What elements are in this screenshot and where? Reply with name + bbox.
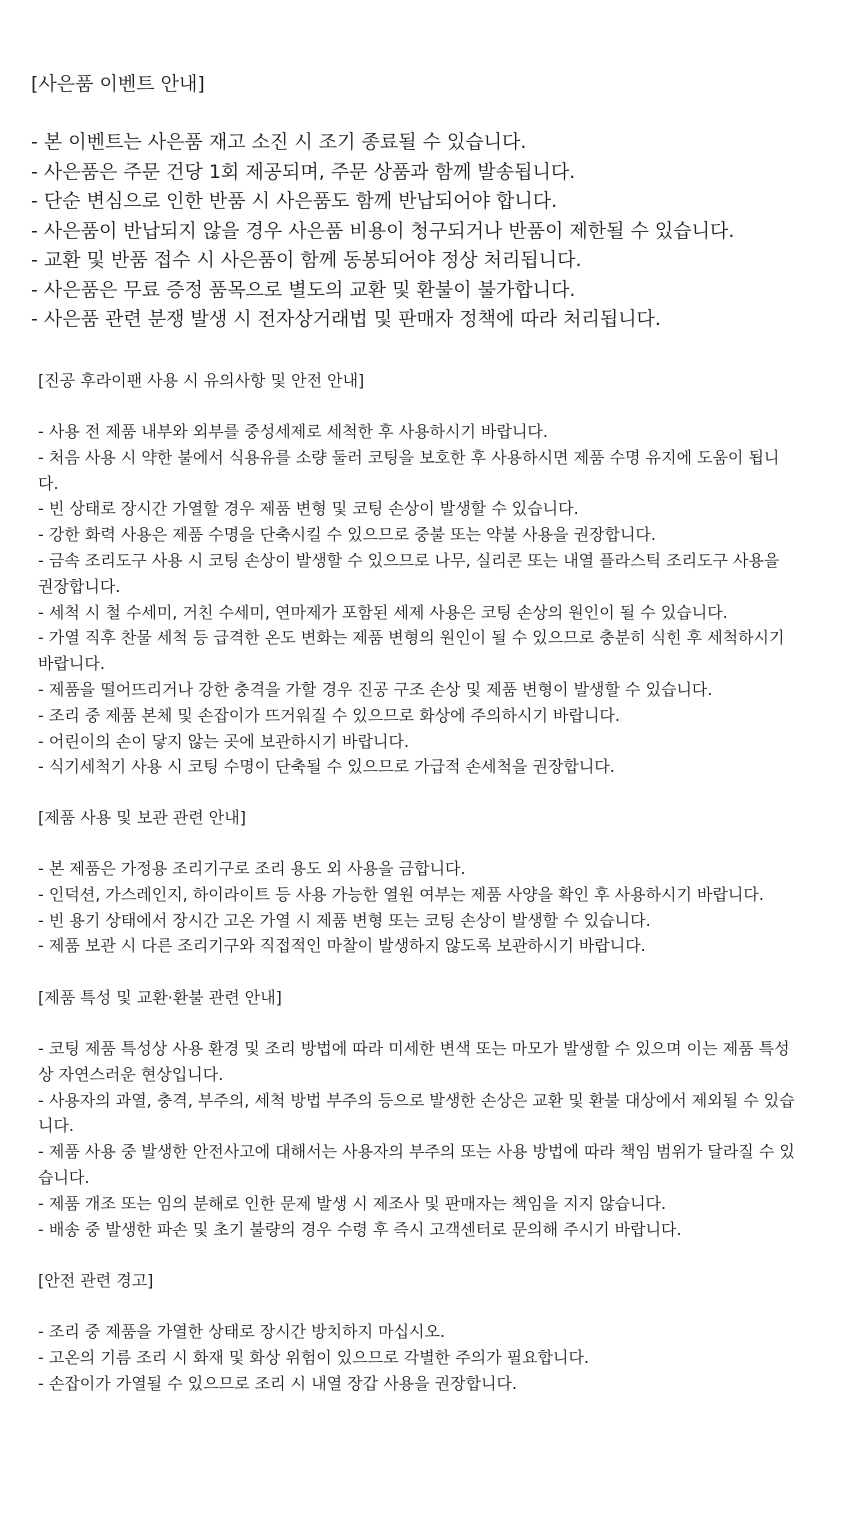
cookware-notice-item	[38, 600, 814, 626]
cookware-notice-item	[38, 625, 814, 677]
notice-line: - 제품 사용 중 발생한 안전사고에 대해서는 사용자의 부주의 또는 사용 방법에 따라 책임 범위가 달라질 수 있	[38, 1142, 795, 1162]
safety-warning-title: [안전 관련 경고]	[38, 1271, 154, 1290]
notice-line: - 빈 상태로 장시간 가열할 경우 제품 변형 및 코팅 손상이 발생할 수 있습니다.	[38, 499, 579, 519]
notice-line: - 세척 시 철 수세미, 거친 수세미, 연마제가 포함된 세제 사용은 코팅 손상의 원인이 될 수 있습니다.	[38, 602, 728, 622]
safety-warning-list	[38, 1319, 814, 1396]
storage-guide-title: [제품 사용 및 보관 관련 안내]	[38, 808, 246, 827]
gift-event-title: [사은품 이벤트 안내]	[31, 73, 205, 95]
cookware-caution-list	[38, 419, 814, 780]
notice-line: - 조리 중 제품을 가열한 상태로 장시간 방치하지 마십시오.	[38, 1322, 446, 1341]
cookware-notice-item	[38, 754, 814, 780]
storage-guide-list	[38, 856, 814, 959]
notice-line: - 제품 보관 시 다른 조리기구와 직접적인 마찰이 발생하지 않도록 보관하시기 바랍니다.	[38, 936, 646, 956]
notice-line: - 사용자의 과열, 충격, 부주의, 세척 방법 부주의 등으로 발생한 손상은 교환 및 환불 대상에서 제외될 수 있습	[38, 1090, 795, 1110]
notice-line: - 강한 화력 사용은 제품 수명을 단축시킬 수 있으므로 중불 또는 약불 사용을 권장합니다.	[38, 525, 656, 545]
gift-event-item: - 사은품 관련 분쟁 발생 시 전자상거래법 및 판매자 정책에 따라 처리됩니다.	[31, 308, 661, 330]
gift-event-item: - 사은품은 주문 건당 1회 제공되며, 주문 상품과 함께 발송됩니다.	[31, 160, 576, 183]
notice-line: 습니다.	[38, 1167, 90, 1187]
coating-notice-item	[38, 1088, 814, 1140]
cookware-notice-item	[38, 703, 814, 729]
notice-line: - 조리 중 제품 본체 및 손잡이가 뜨거워질 수 있으므로 화상에 주의하시기 바랍니다.	[38, 705, 620, 725]
exchange-refund-section	[38, 985, 814, 1242]
notice-line: - 가열 직후 찬물 세척 등 급격한 온도 변화는 제품 변형의 원인이 될 수 있으므로 충분히 식힌 후 세척하시기	[38, 628, 785, 648]
notice-line: 니다.	[38, 1116, 74, 1136]
notice-line: - 제품을 떨어뜨리거나 강한 충격을 가할 경우 진공 구조 손상 및 제품 변형이 발생할 수 있습니다.	[38, 679, 713, 699]
gift-event-item: - 단순 변심으로 인한 반품 시 사은품도 함께 반납되어야 합니다.	[31, 190, 558, 212]
gift-event-item: - 사은품이 반납되지 않을 경우 사은품 비용이 청구되거나 반품이 제한될 수 있습니다.	[31, 219, 735, 242]
cookware-notice-item	[38, 729, 814, 755]
gift-event-item: - 사은품은 무료 증정 품목으로 별도의 교환 및 환불이 불가합니다.	[31, 278, 576, 301]
warning-notice-item	[38, 1345, 814, 1371]
notice-line: - 배송 중 발생한 파손 및 초기 불량의 경우 수령 후 즉시 고객센터로 문의해 주시기 바랍니다.	[38, 1219, 682, 1239]
safety-warning-section	[38, 1268, 814, 1396]
cookware-caution-title: [진공 후라이팬 사용 시 유의사항 및 안전 안내]	[38, 371, 365, 390]
notice-line: - 어린이의 손이 닿지 않는 곳에 보관하시기 바랍니다.	[38, 731, 410, 751]
notice-line: - 빈 용기 상태에서 장시간 고온 가열 시 제품 변형 또는 코팅 손상이 발생할 수 있습니다.	[38, 910, 651, 930]
storage-notice-item	[38, 882, 814, 908]
storage-notice-item	[38, 908, 814, 934]
notice-line: - 처음 사용 시 약한 불에서 식용유를 소량 둘러 코팅을 보호한 후 사용하시면 제품 수명 유지에 도움이 됩니	[38, 447, 780, 467]
notice-line: - 식기세척기 사용 시 코팅 수명이 단축될 수 있으므로 가급적 손세척을 권장합니다.	[38, 757, 615, 777]
notice-line: 권장합니다.	[38, 576, 121, 596]
coating-notice-item	[38, 1217, 814, 1243]
notice-line: - 본 제품은 가정용 조리기구로 조리 용도 외 사용을 금합니다.	[38, 859, 466, 878]
cookware-notice-item	[38, 548, 814, 600]
cookware-notice-item	[38, 419, 814, 445]
exchange-refund-list	[38, 1036, 814, 1242]
notice-line: - 코팅 제품 특성상 사용 환경 및 조리 방법에 따라 미세한 변색 또는 마모가 발생할 수 있으며 이는 제품 특성	[38, 1039, 790, 1058]
gift-event-section	[31, 70, 831, 335]
notice-line: - 사용 전 제품 내부와 외부를 중성세제로 세척한 후 사용하시기 바랍니다.	[38, 422, 548, 441]
coating-notice-item	[38, 1036, 814, 1088]
notice-line: - 고온의 기름 조리 시 화재 및 화상 위험이 있으므로 각별한 주의가 필요합니다.	[38, 1347, 590, 1367]
cookware-notice-item	[38, 522, 814, 548]
storage-notice-item	[38, 856, 814, 882]
cookware-notice-item	[38, 445, 814, 497]
storage-guide-section	[38, 805, 814, 959]
gift-event-item: - 교환 및 반품 접수 시 사은품이 함께 동봉되어야 정상 처리됩니다.	[31, 249, 582, 271]
warning-notice-item	[38, 1371, 814, 1397]
notice-line: - 인덕션, 가스레인지, 하이라이트 등 사용 가능한 열원 여부는 제품 사양을 확인 후 사용하시기 바랍니다.	[38, 884, 764, 904]
gift-event-list	[31, 128, 831, 335]
storage-notice-item	[38, 933, 814, 959]
notice-line: 다.	[38, 473, 59, 493]
coating-notice-item	[38, 1139, 814, 1191]
cookware-caution-section	[38, 368, 814, 780]
notice-line: 상 자연스러운 현상입니다.	[38, 1064, 224, 1084]
coating-notice-item	[38, 1191, 814, 1217]
cookware-notice-item	[38, 496, 814, 522]
warning-notice-item	[38, 1319, 814, 1345]
notice-line: 바랍니다.	[38, 654, 105, 674]
exchange-refund-title: [제품 특성 및 교환·환불 관련 안내]	[38, 988, 282, 1007]
notice-line: - 손잡이가 가열될 수 있으므로 조리 시 내열 장갑 사용을 권장합니다.	[38, 1373, 518, 1393]
notice-line: - 금속 조리도구 사용 시 코팅 손상이 발생할 수 있으므로 나무, 실리콘 또는 내열 플라스틱 조리도구 사용을	[38, 550, 780, 570]
gift-event-item: - 본 이벤트는 사은품 재고 소진 시 조기 종료될 수 있습니다.	[31, 131, 527, 153]
notice-line: - 제품 개조 또는 임의 분해로 인한 문제 발생 시 제조사 및 판매자는 책임을 지지 않습니다.	[38, 1193, 667, 1213]
cookware-notice-item	[38, 677, 814, 703]
